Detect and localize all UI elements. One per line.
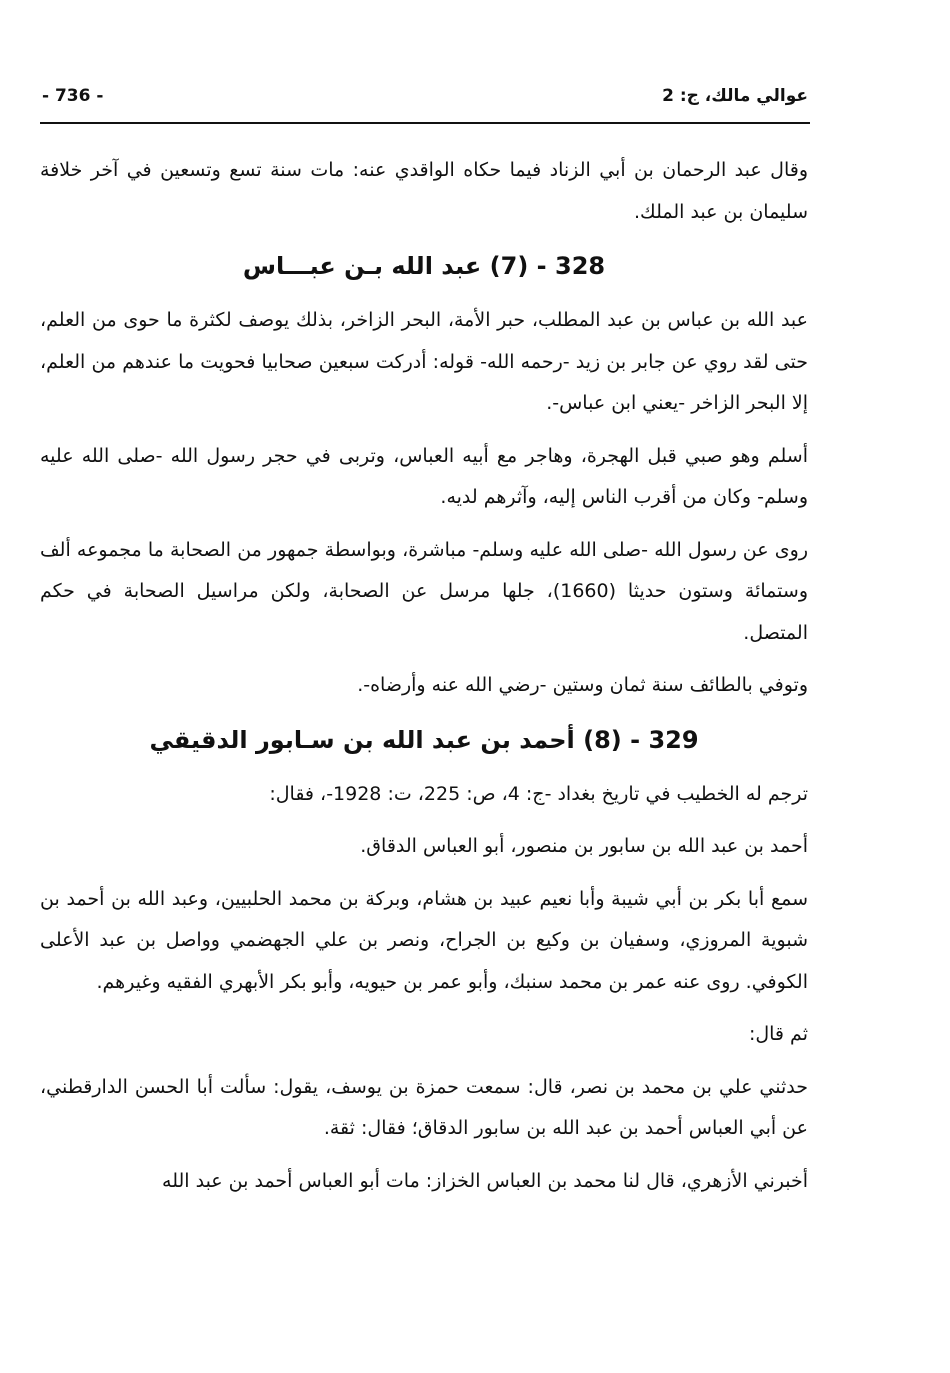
- paragraph-ibn-abbas-intro: عبد الله بن عباس بن عبد المطلب، حبر الأمة، البحر الزاخر، بذلك يوصف لكثرة ما حوى من العلم، حتى لقد روي عن جابر بن زيد -رحمه الله- قوله: أدركت سبعين صحابيا فحويت ما عندهم من العلم، إلا البحر الزاخر -يعني ابن عباس-.: [40, 309, 808, 414]
- paragraph-full-name: أحمد بن عبد الله بن سابور بن منصور، أبو العباس الدقاق.: [360, 835, 808, 857]
- page-number: - 736 -: [42, 86, 104, 106]
- entry-heading-329: 329 - (8) أحمد بن عبد الله بن سـابور الدقيقي: [149, 725, 699, 754]
- paragraph-death-note: وقال عبد الرحمان بن أبي الزناد فيما حكاه الواقدي عنه: مات سنة تسع وتسعين في آخر خلافة سليمان بن عبد الملك.: [40, 159, 808, 223]
- paragraph-ibn-abbas-islam: أسلم وهو صبي قبل الهجرة، وهاجر مع أبيه العباس، وتربى في حجر رسول الله -صلى الله عليه وسلم- وكان من أقرب الناس إليه، وآثرهم لديه.: [40, 444, 808, 508]
- paragraph-ibn-abbas-narrations: روى عن رسول الله -صلى الله عليه وسلم- مباشرة، وبواسطة جمهور من الصحابة ما مجموعه ألف وستمائة وستون حديثا (1660)، جلها مرسل عن الصحابة، ولكن مراسيل الصحابة في حكم المتصل.: [40, 538, 808, 644]
- running-header: [42, 84, 808, 114]
- paragraph-azhari-report: أخبرني الأزهري، قال لنا محمد بن العباس الخزاز: مات أبو العباس أحمد بن عبد الله: [162, 1169, 808, 1192]
- header-divider: [40, 122, 810, 124]
- book-volume-reference: عوالي مالك، ج: 2: [662, 86, 808, 106]
- entry-heading-328: 328 - (7) عبد الله بـن عبـــاس: [242, 252, 606, 280]
- paragraph-then-said: ثم قال:: [748, 1023, 808, 1045]
- paragraph-ibn-abbas-death: وتوفي بالطائف سنة ثمان وستين -رضي الله عنه وأرضاه-.: [357, 674, 808, 696]
- paragraph-daraqutni-grading: حدثني علي بن محمد بن نصر، قال: سمعت حمزة بن يوسف، يقول: سألت أبا الحسن الدارقطني، عن أبي العباس أحمد بن عبد الله بن سابور الدقاق؛ فقال: ثقة.: [40, 1075, 808, 1139]
- paragraph-khatib-reference: ترجم له الخطيب في تاريخ بغداد -ج: 4، ص: 225، ت: 1928-، فقال:: [269, 782, 808, 805]
- page-body: [40, 150, 808, 1213]
- paragraph-teachers-students: سمع أبا بكر بن أبي شيبة وأبا نعيم عبيد بن هشام، وبركة بن محمد الحلبيين، وعبد الله بن أحمد بن شبوية المروزي، وسفيان بن وكيع بن الجراح، ونصر بن علي الجهضمي وواصل بن عبد الأعلى الكوفي. روى عنه عمر بن محمد سنبك، وأبو عمر بن حيويه، وأبو بكر الأبهري الفقيه وغيرهم.: [40, 887, 808, 993]
